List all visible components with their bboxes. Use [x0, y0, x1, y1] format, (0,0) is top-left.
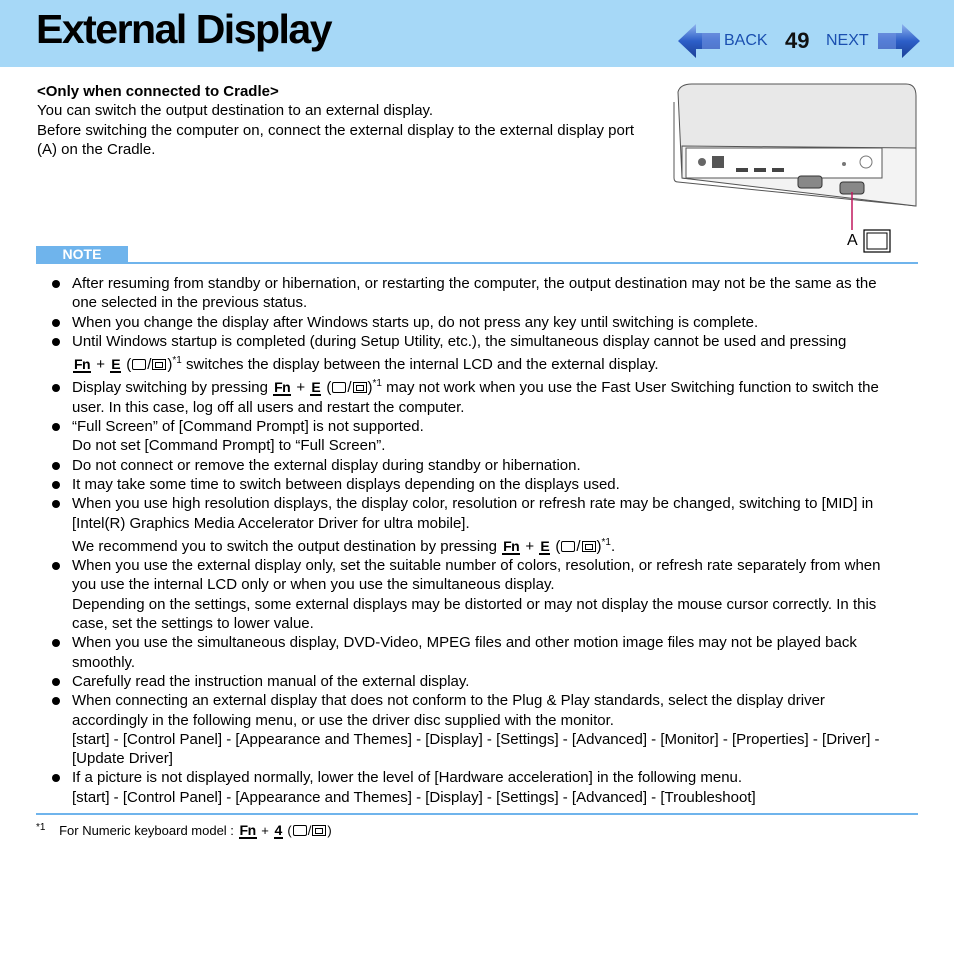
list-item: After resuming from standby or hibernation, or restarting the computer, the output destination may not be the same as the one selected in the previous status. — [36, 274, 904, 313]
list-item: Display switching by pressing Fn + E ( / )$^{*1}$ may not work when you use the Fast User Switching function to switch the user. In this case, log off all users and restart the computer. — [36, 378, 904, 417]
four-key-icon: 4 — [274, 822, 282, 838]
list-item: If a picture is not displayed normally, lower the level of [Hardware acceleration] in the following menu. [start] - [Control Panel] - [Appearance and Themes] - [Display] - [Settings] - [Advanced] - [Troubleshoot] — [36, 768, 904, 807]
lcd-icon — [561, 541, 575, 552]
list-item: When connecting an external display that does not conform to the Plug & Play standards, select the display driver accordingly in the following menu, or use the driver disc supplied with the monitor. [start] - [Control Panel] - [Appearance and Themes] - [Display] - [Settings] - [Advanced] - [Monitor] - [Properties] - [Driver] - [Update Driver] — [36, 691, 904, 768]
back-arrow-icon[interactable] — [676, 22, 722, 60]
e-key-icon: E — [540, 537, 550, 554]
e-key-icon: E — [111, 356, 121, 373]
monitor-icon — [353, 382, 367, 393]
monitor-icon — [152, 359, 166, 370]
intro-heading: <Only when connected to Cradle> — [37, 83, 279, 100]
list-item: Do not connect or remove the external display during standby or hibernation. — [36, 456, 904, 475]
list-item: It may take some time to switch between displays depending on the displays used. — [36, 475, 904, 494]
lcd-icon — [132, 359, 146, 370]
fn-key-icon: Fn — [503, 537, 520, 554]
monitor-icon — [312, 825, 326, 836]
page-number: 49 — [785, 28, 810, 53]
list-item: When you use high resolution displays, the display color, resolution or refresh rate may be changed, switching to [MID] in [Intel(R) Graphics Media Accelerator Driver for ultra mobile]. We recommend you to switch the output destination by pressing Fn + E ( / )$^{*1}$. — [36, 494, 904, 556]
list-item: When you use the external display only, set the suitable number of colors, resolution, or refresh rate separately from when you use the internal LCD only or when you use the simultaneous display. Depending on the settings, some external displays may be distorted or may not display the mouse cursor correctly. In this case, set the settings to lower value. — [36, 556, 904, 633]
lcd-icon — [293, 825, 307, 836]
intro-line-2: Before switching the computer on, connect the external display to the external display port (A) on the Cradle. — [37, 121, 635, 158]
footnote: $^{*1}$ For Numeric keyboard model : Fn + 4 ( / ) — [36, 822, 332, 838]
note-label: NOTE — [36, 246, 128, 263]
notes-list — [36, 274, 904, 807]
note-divider — [36, 262, 918, 264]
lcd-icon — [332, 382, 346, 393]
fn-key-icon: Fn — [74, 356, 91, 373]
list-item: When you use the simultaneous display, DVD-Video, MPEG files and other motion image files may not be played back smoothly. — [36, 633, 904, 672]
intro-line-1: You can switch the output destination to an external display. — [37, 102, 434, 120]
fn-key-icon: Fn — [239, 822, 256, 838]
list-item: Carefully read the instruction manual of the external display. — [36, 672, 904, 691]
list-item: When you change the display after Windows starts up, do not press any key until switching is complete. — [36, 313, 904, 332]
page-title: External Display — [36, 6, 332, 52]
intro-text — [37, 82, 657, 159]
footer-divider — [36, 813, 918, 815]
next-arrow-icon[interactable] — [876, 22, 922, 60]
list-item: Until Windows startup is completed (during Setup Utility, etc.), the simultaneous display cannot be used and pressing Fn + E ( / )$^{*1}$ switches the display between the internal LCD and the external display. — [36, 332, 904, 375]
list-item: “Full Screen” of [Command Prompt] is not supported. Do not set [Command Prompt] to “Full Screen”. — [36, 417, 904, 456]
figure-label-a: A — [847, 232, 858, 249]
monitor-icon — [582, 541, 596, 552]
cradle-illustration — [668, 82, 918, 256]
next-link[interactable]: NEXT — [826, 32, 869, 49]
fn-key-icon: Fn — [274, 379, 291, 396]
back-link[interactable]: BACK — [724, 32, 768, 49]
e-key-icon: E — [311, 379, 321, 396]
